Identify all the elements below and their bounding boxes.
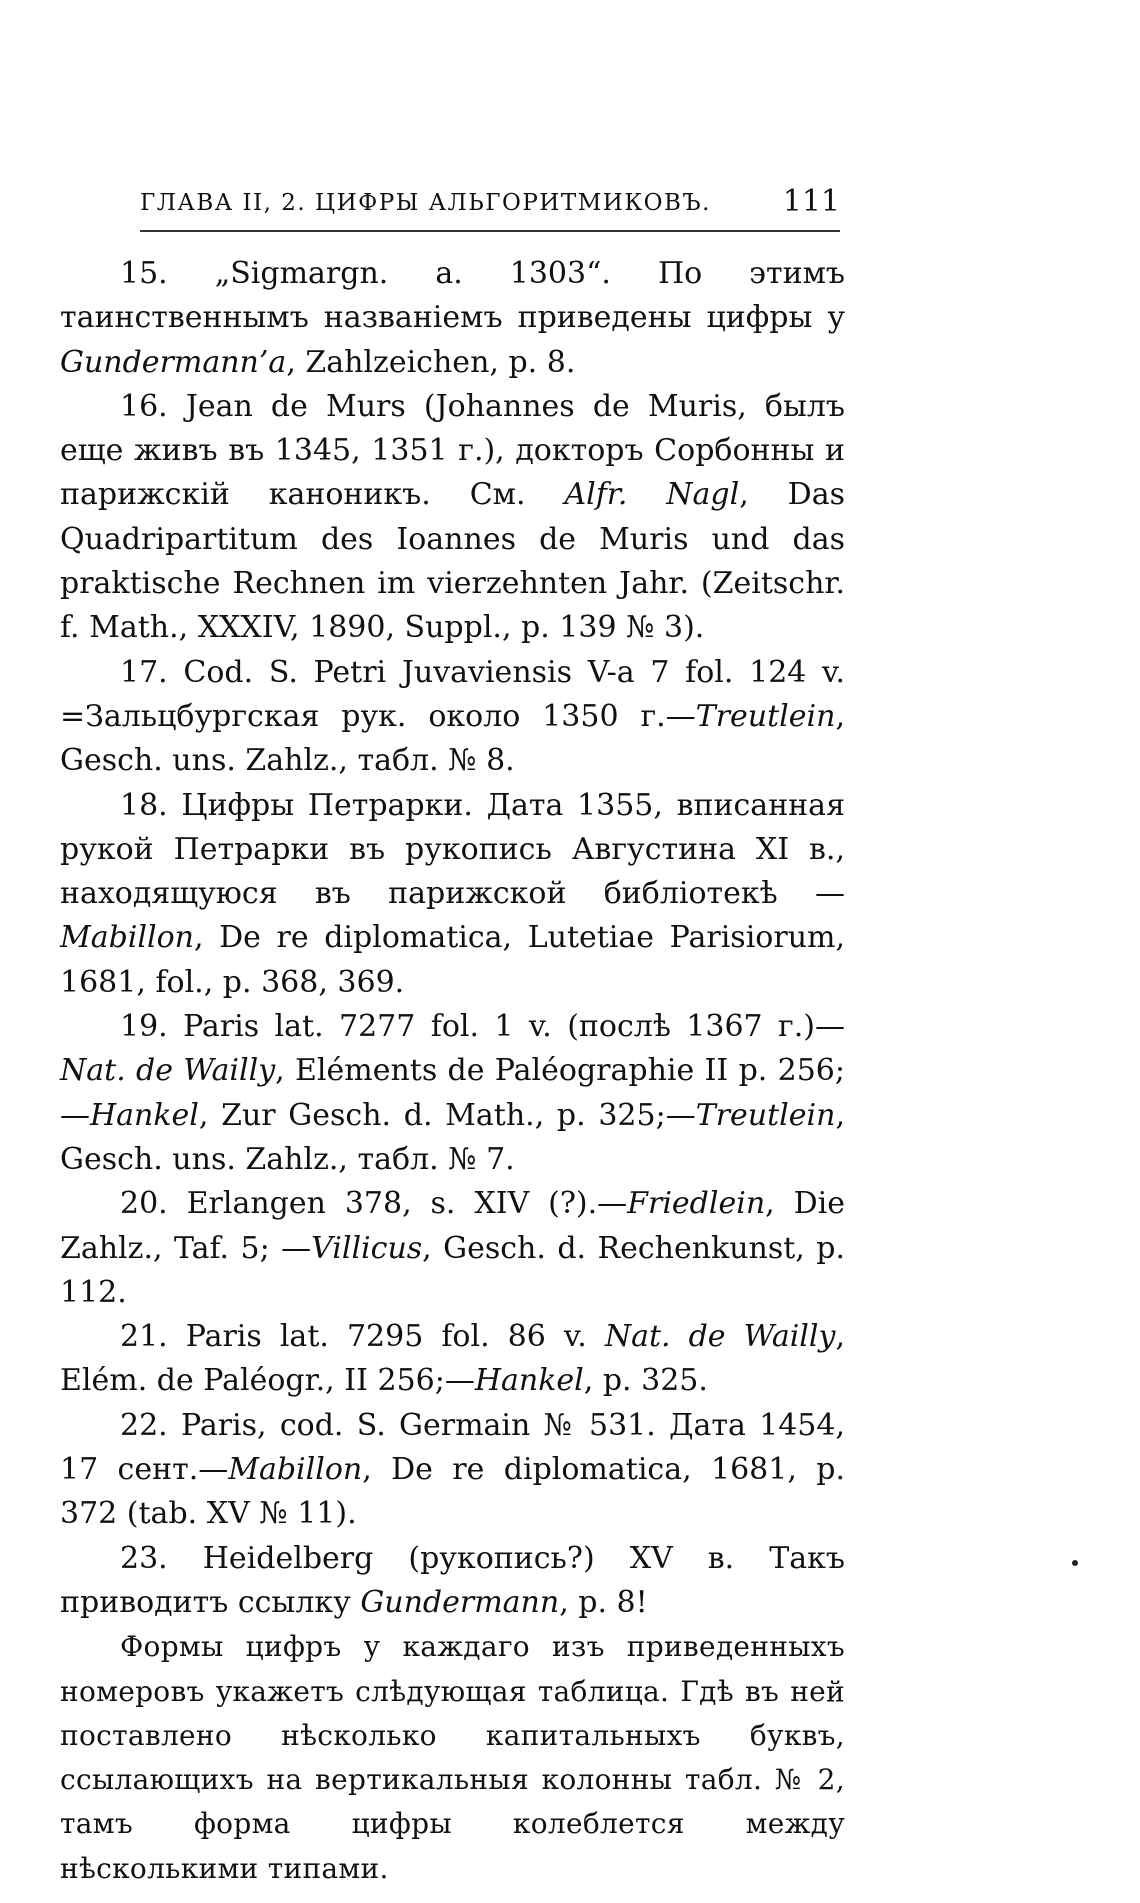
stray-ink-dot bbox=[1072, 1560, 1078, 1566]
closing-paragraph: Формы цифръ у каждаго изъ приведенныхъ номеровъ укажетъ слѣдующая таблица. Гдѣ въ ней поставлено нѣсколько капитальныхъ буквъ, ссылающихъ на вертикальныя колонны табл. № 2, тамъ форма цифры колеблется между нѣсколькими типами. bbox=[60, 1630, 845, 1885]
header-rule bbox=[140, 230, 840, 232]
footnote-entry-20: 20. Erlangen 378, s. XIV (?).—Friedlein, Die Zahlz., Taf. 5; —Villicus, Gesch. d. Rechenkunst, p. 112. bbox=[60, 1186, 845, 1310]
footnote-entry-23: 23. Heidelberg (рукопись?) XV в. Такъ приводитъ ссылку Gundermann, p. 8! bbox=[60, 1540, 845, 1620]
footnote-entry-16: 16. Jean de Murs (Johannes de Muris, былъ еще живъ въ 1345, 1351 г.), докторъ Сорбонны и парижскій каноникъ. См. Alfr. Nagl, Das Quadripartitum des Ioannes de Muris und das praktische Rechnen im vierzehnten Jahr. (Zeitschr. f. Math., XXXIV, 1890, Suppl., p. 139 № 3). bbox=[60, 388, 846, 646]
footnote-entry-17: 17. Cod. S. Petri Juvaviensis V-a 7 fol. 124 v. =Зальцбургская рук. около 1350 г.—Treutlein, Gesch. uns. Zahlz., табл. № 8. bbox=[60, 654, 845, 779]
page-body bbox=[60, 252, 845, 1891]
footnote-entry-15: 15. „Sigmargn. a. 1303“. По этимъ таинственнымъ названіемъ приведены цифры у Gundermann’a, Zahlzeichen, p. 8. bbox=[60, 256, 845, 380]
chapter-title: ГЛАВА II, 2. ЦИФРЫ АЛЬГОРИТМИКОВЪ. bbox=[140, 190, 711, 216]
page-number: 111 bbox=[782, 184, 840, 219]
footnote-entry-21: 21. Paris lat. 7295 fol. 86 v. Nat. de Wailly, Elém. de Paléogr., II 256;—Hankel, p. 325. bbox=[60, 1319, 845, 1399]
footnote-entry-18: 18. Цифры Петрарки. Дата 1355, вписанная рукой Петрарки въ рукопись Августина XI в., находящуюся въ парижской библіотекѣ —Mabillon, De re diplomatica, Lutetiae Parisiorum, 1681, fol., p. 368, 369. bbox=[60, 787, 845, 1000]
footnote-entry-19: 19. Paris lat. 7277 fol. 1 v. (послѣ 1367 г.)—Nat. de Wailly, Eléments de Paléographie II p. 256;—Hankel, Zur Gesch. d. Math., p. 325;—Treutlein, Gesch. uns. Zahlz., табл. № 7. bbox=[60, 1009, 845, 1177]
running-header bbox=[140, 184, 840, 219]
footnote-entry-22: 22. Paris, cod. S. Germain № 531. Дата 1454, 17 сент.—Mabillon, De re diplomatica, 1681, p. 372 (tab. XV № 11). bbox=[60, 1407, 845, 1532]
